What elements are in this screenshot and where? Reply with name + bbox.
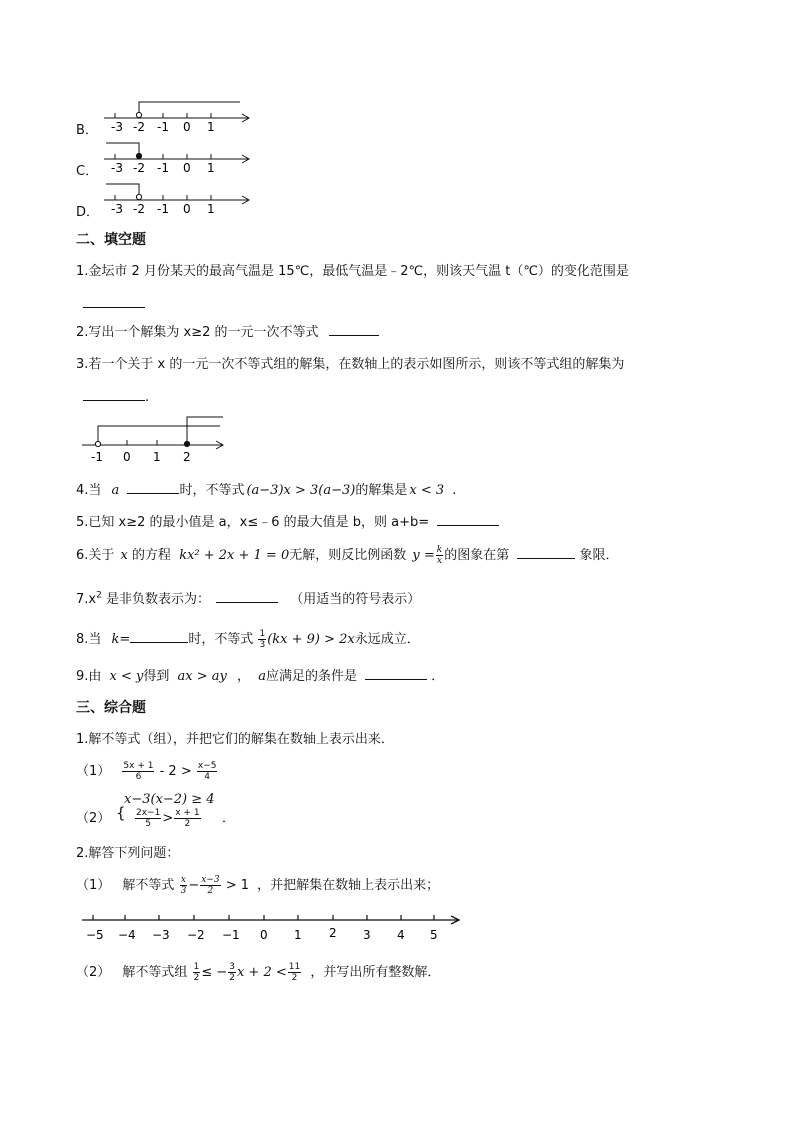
tick-label: -2 — [133, 202, 145, 216]
answer-blank[interactable] — [216, 601, 278, 603]
tick-label: −2 — [187, 928, 205, 942]
fraction: $\frac{1}{2}$ — [193, 962, 200, 983]
fill-q1: 1.金坛市 2 月份某天的最高气温是 15℃，最低气温是﹣2℃，则该天气温 t（℃）的变化范围是 — [76, 264, 629, 279]
fraction: $\frac{5x + 1}{6}$ — [123, 761, 154, 782]
section-comprehensive-title: 三、综合题 — [76, 700, 146, 716]
option-c-number-line — [102, 141, 262, 177]
tick-label: -2 — [133, 120, 145, 134]
open-point — [136, 194, 141, 199]
answer-blank[interactable] — [83, 399, 145, 401]
fill-q7: $7.x^2$ 是非负数表示为： （用适当的符号表示） — [76, 590, 421, 607]
section-fill-title: 二、填空题 — [76, 232, 146, 248]
comp-q2-2: （2） 解不等式组 $\frac{1}{2}$ ≤ − $\frac{3}{2}$ x + 2 < $\frac{11}{2}$ ，并写出所有整数解． — [76, 962, 441, 983]
fill-q3: 3.若一个关于 x 的一元一次不等式组的解集，在数轴上的表示如图所示，则该不等式组的解集为 — [76, 357, 625, 372]
fill-q6: 6.关于 x 的方程 kx² + 2x + 1 = 0无解，则反比例函数 y = $\frac{k}{x}$ 的图象在第 象限． — [76, 545, 619, 566]
tick-label: 5 — [430, 928, 438, 942]
tick-label: −3 — [152, 928, 170, 942]
answer-number-line — [78, 910, 478, 946]
closed-point — [136, 153, 141, 158]
tick-label: 1 — [207, 120, 215, 134]
tick-label: 1 — [153, 450, 161, 464]
comp-q1-1: （1） $\frac{5x + 1}{6}$ - 2 > $\frac{x-5}{4}$ — [76, 761, 217, 782]
open-point — [95, 441, 100, 446]
tick-label: 0 — [183, 120, 191, 134]
answer-blank[interactable] — [83, 306, 145, 308]
tick-label: 1 — [207, 202, 215, 216]
option-b-number-line — [102, 100, 262, 136]
fill-q4: 4.当 a 时，不等式 (a−3)x > 3(a−3)的解集是 x < 3 . — [76, 483, 457, 498]
option-d-label: D． — [76, 205, 100, 220]
fraction: $\frac{x + 1}{2}$ — [175, 808, 200, 829]
fill-q2: 2.写出一个解集为 x≥2 的一元一次不等式 — [76, 321, 379, 340]
tick-label: 0 — [123, 450, 131, 464]
tick-label: -1 — [157, 202, 169, 216]
comp-q2-title: 2.解答下列问题： — [76, 846, 180, 861]
answer-blank[interactable] — [127, 492, 179, 494]
open-point — [136, 112, 141, 117]
brace-icon: { — [116, 804, 126, 822]
comp-q1-title: 1.解不等式（组），并把它们的解集在数轴上表示出来． — [76, 732, 394, 747]
fraction: $\frac{11}{2}$ — [288, 962, 301, 983]
fraction: $\frac{1}{3}$ — [259, 629, 266, 650]
tick-label: 0 — [183, 202, 191, 216]
fraction: $\frac{x}{3}$ — [180, 875, 187, 896]
answer-blank[interactable] — [517, 557, 575, 559]
tick-label: 1 — [207, 161, 215, 175]
tick-label: -1 — [157, 161, 169, 175]
fraction: $\frac{k}{x}$ — [436, 545, 443, 566]
comp-q2-1: （1） 解不等式 $\frac{x}{3}$ − $\frac{x-3}{2}$ > 1 ，并把解集在数轴上表示出来； — [76, 875, 440, 896]
answer-blank[interactable] — [365, 678, 427, 680]
fraction: $\frac{3}{2}$ — [229, 962, 235, 983]
tick-label: -2 — [133, 161, 145, 175]
answer-blank[interactable] — [437, 524, 499, 526]
tick-label: 2 — [329, 926, 337, 940]
fill-q5: 5.已知 x≥2 的最小值是 a，x≤﹣6 的最大值是 b，则 a+b= — [76, 511, 499, 530]
tick-label: −4 — [118, 928, 136, 942]
tick-label: -3 — [111, 120, 123, 134]
q3-number-line — [78, 414, 238, 466]
tick-label: 0 — [260, 928, 268, 942]
tick-label: 4 — [397, 928, 405, 942]
comp-q1-2: （2） { x−3(x−2) ≥ 4 $\frac{2x-1}{5}$ > $\frac{x + 1}{2}$ ． — [76, 792, 236, 829]
tick-label: -1 — [91, 450, 103, 464]
tick-label: -3 — [111, 161, 123, 175]
closed-point — [184, 441, 189, 446]
tick-label: 3 — [363, 928, 371, 942]
answer-blank[interactable] — [329, 334, 379, 336]
fraction: $\frac{x-5}{4}$ — [197, 761, 217, 782]
option-d-number-line — [102, 182, 262, 218]
fill-q3-answer-line: . — [83, 390, 149, 405]
tick-label: −5 — [86, 928, 104, 942]
option-b-label: B． — [76, 123, 98, 138]
fraction: $\frac{x-3}{2}$ — [201, 875, 220, 896]
tick-label: -3 — [111, 202, 123, 216]
tick-label: 1 — [294, 928, 302, 942]
answer-blank[interactable] — [130, 641, 188, 643]
tick-label: 2 — [183, 450, 191, 464]
fraction: $\frac{2x-1}{5}$ — [136, 808, 161, 829]
fill-q9: 9.由 x < y得到 ax > ay ， a应满足的条件是 ． — [76, 669, 445, 684]
tick-label: −1 — [222, 928, 240, 942]
tick-label: 0 — [183, 161, 191, 175]
option-c-label: C． — [76, 164, 99, 179]
fill-q8: 8.当 k= 时，不等式 $\frac{1}{3}$ (kx + 9) > 2x永远成立． — [76, 629, 420, 650]
tick-label: -1 — [157, 120, 169, 134]
